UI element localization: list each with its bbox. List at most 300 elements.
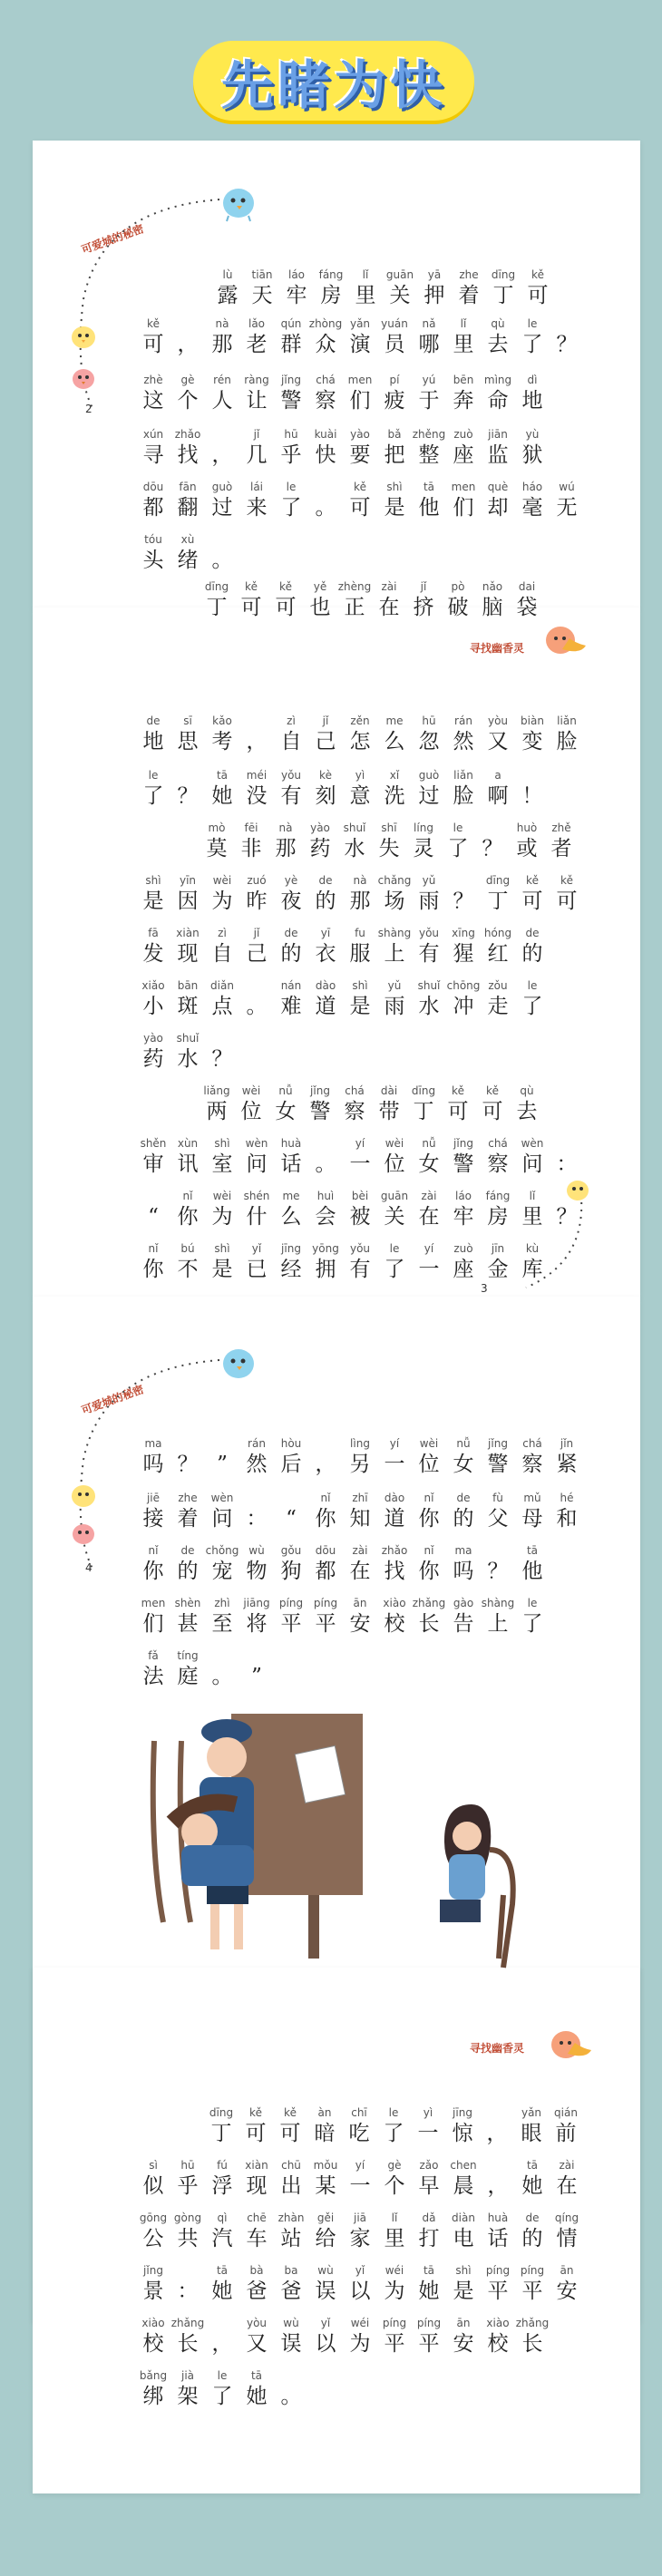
hanzi: 问 bbox=[521, 1152, 543, 1176]
pinyin: yí bbox=[355, 1137, 365, 1150]
pinyin: yōng bbox=[312, 1242, 339, 1255]
pinyin: zuó bbox=[247, 874, 267, 887]
hanzi: 者 bbox=[550, 837, 572, 860]
pinyin-char bbox=[136, 1190, 170, 1230]
pinyin: zì bbox=[287, 714, 296, 727]
pinyin: xún bbox=[142, 428, 164, 441]
hanzi: 拥 bbox=[315, 1258, 336, 1281]
pinyin: shuǐ bbox=[343, 821, 366, 834]
pinyin: pí bbox=[389, 374, 400, 386]
pinyin-char bbox=[441, 580, 475, 621]
pinyin: le bbox=[453, 821, 463, 834]
pinyin-char bbox=[204, 2106, 239, 2147]
pinyin-char bbox=[550, 1190, 584, 1230]
hanzi: ， bbox=[487, 2174, 509, 2198]
pinyin: ba bbox=[284, 2264, 298, 2277]
pinyin-char bbox=[136, 317, 170, 358]
hanzi: 座 bbox=[453, 1258, 474, 1281]
hanzi: 可 bbox=[245, 2122, 267, 2145]
pinyin-char bbox=[412, 428, 446, 469]
pinyin: gào bbox=[453, 1597, 474, 1609]
pinyin-char bbox=[303, 1084, 337, 1125]
hanzi: 疲 bbox=[384, 389, 405, 413]
hanzi: 和 bbox=[556, 1507, 578, 1531]
pinyin-char bbox=[170, 1032, 205, 1073]
pinyin-char bbox=[514, 2106, 549, 2147]
pinyin: jǐng bbox=[281, 374, 301, 386]
pinyin: le bbox=[527, 1597, 538, 1609]
pinyin-char bbox=[210, 268, 245, 309]
pinyin: shì bbox=[145, 874, 161, 887]
pink-bird-icon bbox=[67, 1516, 100, 1549]
hanzi: 安 bbox=[349, 1612, 371, 1636]
pinyin-char bbox=[308, 1492, 343, 1532]
pinyin-char bbox=[239, 2159, 274, 2200]
pinyin-char bbox=[343, 2211, 377, 2252]
hanzi: 是 bbox=[384, 496, 405, 520]
hanzi: ？ bbox=[177, 784, 199, 808]
hanzi: 了 bbox=[142, 784, 164, 808]
hanzi: 以 bbox=[315, 2332, 336, 2356]
pinyin-char bbox=[481, 714, 515, 755]
pinyin-char bbox=[200, 1084, 234, 1125]
hanzi: 牢 bbox=[286, 284, 307, 307]
pinyin: diǎn bbox=[210, 979, 234, 992]
hanzi: 站 bbox=[280, 2227, 302, 2250]
pinyin: wèi bbox=[212, 874, 232, 887]
hanzi: 那 bbox=[349, 889, 371, 913]
hanzi: 丁 bbox=[206, 596, 228, 619]
pinyin-char bbox=[343, 428, 377, 469]
hanzi: 金 bbox=[487, 1258, 509, 1281]
pinyin: qíng bbox=[554, 2211, 579, 2224]
pinyin-char bbox=[377, 2317, 412, 2357]
pinyin-char bbox=[234, 821, 268, 862]
pinyin: guò bbox=[418, 769, 440, 782]
hanzi: 为 bbox=[349, 2332, 371, 2356]
pinyin-char bbox=[170, 533, 205, 574]
pinyin: zài bbox=[421, 1190, 437, 1202]
pinyin-char bbox=[550, 317, 584, 358]
title-banner bbox=[193, 41, 474, 121]
hanzi: 于 bbox=[418, 389, 440, 413]
hanzi: 那 bbox=[275, 837, 297, 860]
hanzi: 紧 bbox=[556, 1453, 578, 1476]
pinyin: wéi bbox=[350, 2317, 370, 2329]
pinyin-char bbox=[136, 481, 170, 521]
pinyin-char bbox=[515, 2317, 550, 2357]
pinyin: jǐ bbox=[420, 580, 427, 593]
pinyin-char bbox=[239, 874, 274, 915]
hanzi: 房 bbox=[487, 1205, 509, 1229]
hanzi: 是 bbox=[453, 2280, 474, 2303]
pinyin: píng bbox=[485, 2264, 511, 2277]
hanzi: 猩 bbox=[453, 942, 474, 966]
pinyin: shì bbox=[352, 979, 368, 992]
hanzi: ？ bbox=[482, 837, 503, 860]
pinyin-char bbox=[446, 2159, 481, 2200]
pinyin-char bbox=[205, 2369, 239, 2410]
pinyin: shèn bbox=[174, 1597, 201, 1609]
pinyin: yā bbox=[427, 268, 442, 281]
pinyin-char bbox=[170, 317, 205, 358]
pinyin-char bbox=[412, 2264, 446, 2305]
hanzi: 平 bbox=[521, 2280, 543, 2303]
pinyin: tā bbox=[423, 2264, 435, 2277]
pinyin-char bbox=[239, 714, 274, 755]
pinyin: jiāng bbox=[243, 1597, 270, 1609]
pinyin-char bbox=[308, 979, 343, 1020]
hanzi: 电 bbox=[453, 2227, 474, 2250]
pinyin-char bbox=[550, 2159, 584, 2200]
pinyin: shī bbox=[381, 821, 397, 834]
pinyin: yī bbox=[320, 927, 331, 939]
pinyin-char bbox=[200, 821, 234, 862]
pinyin-char bbox=[205, 1242, 239, 1283]
pinyin-char bbox=[446, 1242, 481, 1283]
pinyin-char bbox=[170, 1137, 205, 1178]
pinyin-char bbox=[377, 979, 412, 1020]
pinyin: yí bbox=[423, 1242, 434, 1255]
hanzi: 忽 bbox=[418, 730, 440, 753]
pinyin: zhàn bbox=[277, 2211, 305, 2224]
pinyin: kě bbox=[284, 2106, 297, 2119]
pinyin: wèn bbox=[245, 1137, 268, 1150]
hanzi: 她 bbox=[418, 2280, 440, 2303]
hanzi: 问 bbox=[246, 1152, 268, 1176]
text-line bbox=[136, 2317, 550, 2357]
pinyin: shì bbox=[455, 2264, 472, 2277]
pinyin: shì bbox=[386, 481, 403, 493]
hanzi: 这 bbox=[142, 389, 164, 413]
hanzi: 可 bbox=[556, 889, 578, 913]
pinyin: dào bbox=[315, 979, 336, 992]
hanzi: 接 bbox=[142, 1507, 164, 1531]
pinyin-char bbox=[274, 714, 308, 755]
pinyin: jīng bbox=[281, 1242, 301, 1255]
pinyin: yǐ bbox=[251, 1242, 262, 1255]
pinyin-char bbox=[136, 714, 170, 755]
hanzi: 告 bbox=[453, 1612, 474, 1636]
hanzi: 又 bbox=[487, 730, 509, 753]
pinyin-char bbox=[343, 1190, 377, 1230]
pinyin-char bbox=[412, 979, 446, 1020]
pinyin-char bbox=[550, 2211, 584, 2252]
pinyin-char bbox=[343, 374, 377, 414]
pinyin-char bbox=[348, 268, 383, 309]
pinyin: xīng bbox=[452, 927, 475, 939]
hanzi: 。 bbox=[280, 2385, 302, 2408]
pinyin: jǐ bbox=[322, 714, 329, 727]
hanzi: 的 bbox=[521, 942, 543, 966]
hanzi: 法 bbox=[142, 1665, 164, 1688]
pinyin: yǐ bbox=[320, 2317, 331, 2329]
pinyin: zhe bbox=[459, 268, 479, 281]
hanzi: 去 bbox=[516, 1100, 538, 1123]
hanzi: 寻 bbox=[142, 443, 164, 467]
pinyin: zhǎo bbox=[174, 428, 201, 441]
pinyin-char bbox=[343, 2317, 377, 2357]
hanzi: 也 bbox=[309, 596, 331, 619]
pinyin: kě bbox=[526, 874, 539, 887]
pinyin-char bbox=[205, 1190, 239, 1230]
hanzi: 非 bbox=[240, 837, 262, 860]
pinyin: nǚ bbox=[456, 1437, 471, 1450]
pinyin: de bbox=[180, 1544, 195, 1557]
pinyin-char bbox=[481, 1437, 515, 1478]
pinyin-char bbox=[205, 927, 239, 967]
yellow-chick-icon bbox=[65, 1476, 102, 1512]
pinyin: tā bbox=[526, 1544, 539, 1557]
pinyin-char bbox=[308, 2211, 343, 2252]
hanzi: 安 bbox=[453, 2332, 474, 2356]
hanzi: 脸 bbox=[453, 784, 474, 808]
pinyin-char bbox=[308, 769, 343, 810]
hanzi: 莫 bbox=[206, 837, 228, 860]
hanzi: 可 bbox=[527, 284, 549, 307]
hanzi: 整 bbox=[418, 443, 440, 467]
pinyin: lǐ bbox=[362, 268, 369, 281]
pinyin: háo bbox=[521, 481, 543, 493]
pinyin-char bbox=[343, 927, 377, 967]
hanzi: 着 bbox=[458, 284, 480, 307]
pinyin: kù bbox=[525, 1242, 540, 1255]
hanzi: 或 bbox=[516, 837, 538, 860]
pinyin: bà bbox=[249, 2264, 264, 2277]
pinyin-char bbox=[481, 2264, 515, 2305]
pinyin: píng bbox=[382, 2317, 407, 2329]
pinyin: kě bbox=[486, 1084, 499, 1097]
pinyin-char bbox=[205, 1597, 239, 1638]
pinyin-char bbox=[239, 1137, 274, 1178]
orange-flame-sprite-icon bbox=[540, 2017, 595, 2067]
pinyin-char bbox=[377, 317, 412, 358]
hanzi: 。 bbox=[315, 1152, 336, 1176]
hanzi: 找 bbox=[384, 1560, 405, 1583]
text-line bbox=[200, 1084, 544, 1125]
hanzi: 里 bbox=[384, 2227, 405, 2250]
hanzi: 校 bbox=[487, 2332, 509, 2356]
pinyin-char bbox=[239, 1437, 274, 1478]
hanzi: 她 bbox=[246, 2385, 268, 2408]
text-line bbox=[136, 769, 550, 810]
pinyin-char bbox=[200, 580, 234, 621]
hanzi: 上 bbox=[384, 942, 405, 966]
pinyin: zhǎng bbox=[412, 1597, 446, 1609]
pinyin-char bbox=[274, 1492, 308, 1532]
hanzi: 室 bbox=[211, 1152, 233, 1176]
pinyin-char bbox=[481, 317, 515, 358]
pinyin: chá bbox=[488, 1137, 508, 1150]
hanzi: 了 bbox=[447, 837, 469, 860]
pinyin: wèi bbox=[385, 1137, 404, 1150]
pinyin: tā bbox=[526, 2159, 539, 2172]
hanzi: 是 bbox=[211, 1258, 233, 1281]
pinyin: píng bbox=[416, 2317, 442, 2329]
pinyin: fān bbox=[179, 481, 197, 493]
pinyin: hū bbox=[422, 714, 436, 727]
hanzi: 在 bbox=[556, 2174, 578, 2198]
text-line bbox=[136, 533, 239, 574]
hanzi: 几 bbox=[246, 443, 268, 467]
pinyin: yào bbox=[310, 821, 330, 834]
yellow-chick-icon bbox=[65, 317, 102, 354]
hanzi: 翻 bbox=[177, 496, 199, 520]
pinyin-char bbox=[308, 2264, 343, 2305]
hanzi: 带 bbox=[378, 1100, 400, 1123]
hanzi: 红 bbox=[487, 942, 509, 966]
pinyin-char bbox=[412, 1597, 446, 1638]
pinyin: lǐ bbox=[529, 1190, 536, 1202]
pinyin: nà bbox=[215, 317, 229, 330]
pinyin: nǚ bbox=[278, 1084, 293, 1097]
pinyin-char bbox=[170, 2317, 205, 2357]
pinyin-char bbox=[170, 1190, 205, 1230]
pinyin-char bbox=[412, 769, 446, 810]
pinyin-char bbox=[515, 927, 550, 967]
hanzi: 物 bbox=[246, 1560, 268, 1583]
pinyin: gè bbox=[180, 374, 195, 386]
pinyin-char bbox=[377, 2159, 412, 2200]
pinyin-char bbox=[170, 714, 205, 755]
pinyin: shén bbox=[243, 1190, 270, 1202]
pinyin-char bbox=[549, 2106, 583, 2147]
hanzi: 了 bbox=[521, 333, 543, 356]
hanzi: 露 bbox=[217, 284, 239, 307]
hanzi: 了 bbox=[521, 1612, 543, 1636]
pinyin: kě bbox=[452, 1084, 464, 1097]
hanzi: 是 bbox=[349, 995, 371, 1018]
pinyin: wéi bbox=[385, 2264, 404, 2277]
pinyin: tā bbox=[423, 481, 435, 493]
pinyin: qián bbox=[554, 2106, 578, 2119]
pinyin: de bbox=[318, 874, 333, 887]
hanzi: 警 bbox=[487, 1453, 509, 1476]
pinyin-char bbox=[308, 317, 343, 358]
hanzi: 都 bbox=[142, 496, 164, 520]
pinyin: shěn bbox=[140, 1137, 167, 1150]
pinyin: rán bbox=[454, 714, 472, 727]
hanzi: ： bbox=[556, 1152, 578, 1176]
pinyin-char bbox=[205, 374, 239, 414]
pinyin: yǒu bbox=[418, 927, 440, 939]
pinyin: jǐ bbox=[253, 428, 260, 441]
pinyin: dīng bbox=[485, 874, 511, 887]
text-line bbox=[136, 979, 550, 1020]
hanzi: 可 bbox=[142, 333, 164, 356]
hanzi: 自 bbox=[211, 942, 233, 966]
hanzi: 的 bbox=[453, 1507, 474, 1531]
hanzi: 共 bbox=[177, 2227, 199, 2250]
pinyin-char bbox=[412, 374, 446, 414]
pinyin: jǐng bbox=[143, 2264, 163, 2277]
pinyin: pò bbox=[451, 580, 465, 593]
pinyin: jǐ bbox=[253, 927, 260, 939]
hanzi: 了 bbox=[383, 2122, 404, 2145]
hanzi: 问 bbox=[211, 1507, 233, 1531]
pinyin-char bbox=[481, 2317, 515, 2357]
hanzi: 狗 bbox=[280, 1560, 302, 1583]
pinyin: tóu bbox=[144, 533, 162, 546]
pinyin-char bbox=[515, 1437, 550, 1478]
pinyin: zì bbox=[218, 927, 227, 939]
hanzi: 她 bbox=[211, 2280, 233, 2303]
hanzi: ” bbox=[251, 1665, 262, 1688]
pinyin-char bbox=[515, 979, 550, 1020]
pinyin-char bbox=[170, 927, 205, 967]
pinyin: rán bbox=[248, 1437, 266, 1450]
pinyin-char bbox=[170, 2264, 205, 2305]
pinyin-char bbox=[170, 1597, 205, 1638]
hanzi: 灵 bbox=[413, 837, 434, 860]
hanzi: 来 bbox=[246, 496, 268, 520]
pinyin: de bbox=[525, 927, 540, 939]
pinyin: huò bbox=[516, 821, 538, 834]
pinyin-char bbox=[136, 533, 170, 574]
pinyin-char bbox=[308, 481, 343, 521]
pinyin-char bbox=[550, 874, 584, 915]
hanzi: 们 bbox=[142, 1612, 164, 1636]
hanzi: 安 bbox=[556, 2280, 578, 2303]
pinyin: jǐng bbox=[488, 1437, 508, 1450]
pinyin-char bbox=[412, 1137, 446, 1178]
pinyin-char bbox=[481, 927, 515, 967]
pinyin: gōng bbox=[139, 2211, 168, 2224]
hanzi: 房 bbox=[320, 284, 342, 307]
hanzi: 因 bbox=[177, 889, 199, 913]
hanzi: 可 bbox=[349, 496, 371, 520]
hanzi: 女 bbox=[275, 1100, 297, 1123]
pinyin-char bbox=[510, 821, 544, 862]
pinyin: guò bbox=[211, 481, 233, 493]
pinyin-char bbox=[274, 1544, 308, 1585]
pinyin: yǎn bbox=[349, 317, 371, 330]
pinyin: chǎng bbox=[377, 874, 412, 887]
hanzi: 了 bbox=[521, 995, 543, 1018]
pinyin: qù bbox=[520, 1084, 534, 1097]
hanzi: 洗 bbox=[384, 784, 405, 808]
pinyin: le bbox=[527, 317, 538, 330]
hanzi: 冲 bbox=[453, 995, 474, 1018]
pinyin-char bbox=[303, 580, 337, 621]
pinyin-char bbox=[205, 874, 239, 915]
pinyin-char bbox=[515, 481, 550, 521]
pinyin: gòng bbox=[173, 2211, 202, 2224]
pinyin-char bbox=[550, 2264, 584, 2305]
hanzi: 有 bbox=[418, 942, 440, 966]
pinyin: diàn bbox=[452, 2211, 475, 2224]
pinyin-char bbox=[342, 2106, 376, 2147]
hanzi: 群 bbox=[280, 333, 302, 356]
hanzi: 狱 bbox=[521, 443, 543, 467]
pinyin-char bbox=[170, 1492, 205, 1532]
hanzi: 正 bbox=[344, 596, 365, 619]
pinyin-char bbox=[308, 428, 343, 469]
pinyin-char bbox=[544, 821, 579, 862]
hanzi: 去 bbox=[487, 333, 509, 356]
hanzi: 斑 bbox=[177, 995, 199, 1018]
hanzi: 知 bbox=[349, 1507, 371, 1531]
pinyin: zǒu bbox=[488, 979, 508, 992]
hanzi: 位 bbox=[384, 1152, 405, 1176]
hanzi: 药 bbox=[309, 837, 331, 860]
pinyin-char bbox=[475, 580, 510, 621]
pinyin-char bbox=[412, 1492, 446, 1532]
pinyin-char bbox=[412, 1544, 446, 1585]
pinyin-char bbox=[205, 1649, 239, 1690]
pinyin-char bbox=[170, 481, 205, 521]
pinyin-char bbox=[234, 1084, 268, 1125]
